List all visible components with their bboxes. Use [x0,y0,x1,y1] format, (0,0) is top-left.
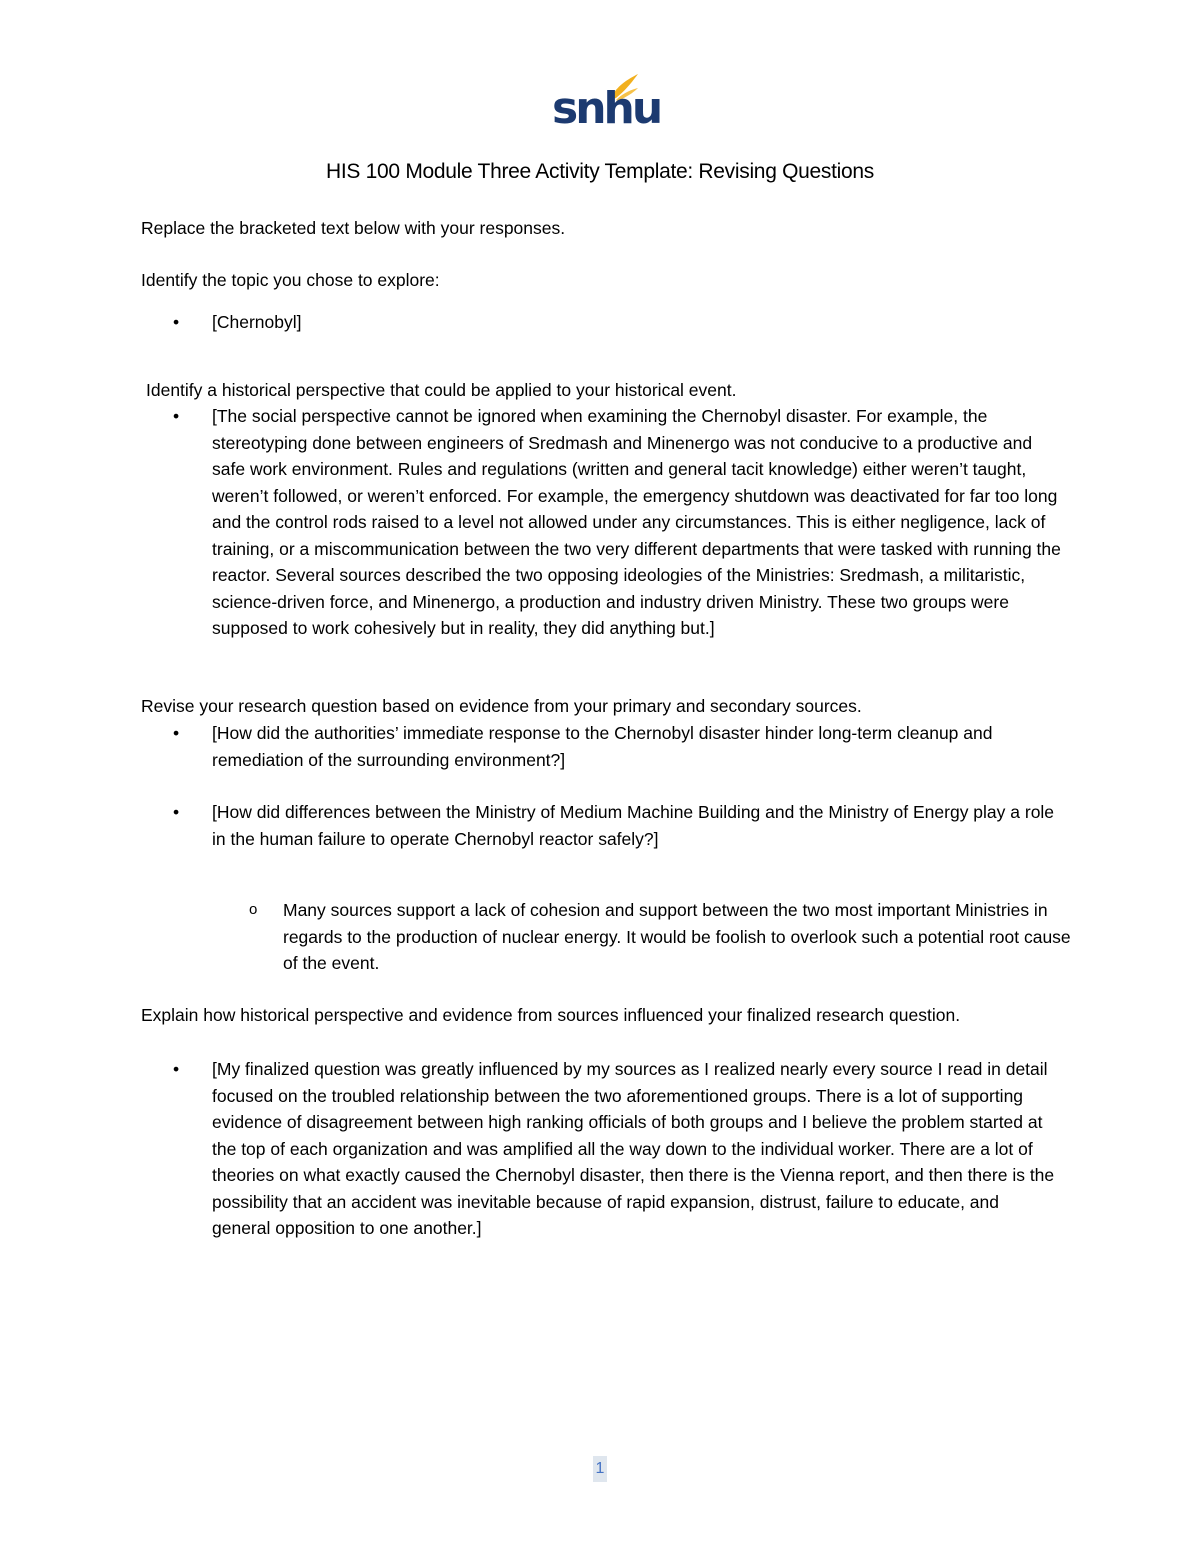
topic-answer: [Chernobyl] [212,312,302,332]
page-number: 1 [593,1456,607,1482]
document-title: HIS 100 Module Three Activity Template: Revising Questions [326,160,874,183]
revised-question-2: [How did differences between the Ministry of Medium Machine Building and the Ministry of Energy play a role in the human failure to operate Chernobyl reactor safely?] [212,802,1055,849]
revised-question-note: Many sources support a lack of cohesion and support between the two most important Ministries in regards to the production of nuclear energy. It would be foolish to overlook such a potential root cause of the event. [283,900,1071,973]
explain-prompt: Explain how historical perspective and evidence from sources influenced your finalized research question. [141,1005,961,1025]
logo-text: snhu [552,83,661,134]
bullet-icon: • [173,1059,180,1079]
circle-bullet-icon: o [249,901,258,918]
perspective-answer: [The social perspective cannot be ignored when examining the Chernobyl disaster. For example, the stereotyping done between engineers of Sredmash and Minenergo was not conducive to a productive and safe work environment. Rules and regulations (written and general tacit knowledge) either weren’t taught, weren’t followed, or weren’t enforced. For example, the emergency shutdown was deactivated for far too long and the control rods raised to a level not allowed under any circumstances. This is either negligence, lack of training, or a miscommunication between the two very different departments that were tasked with running the reactor. Several sources described the two opposing ideologies of the Ministries: Sredmash, a militaristic, science-driven force, and Minenergo, a production and industry driven Ministry. These two groups were supposed to work cohesively but in reality, they did anything but.] [212,406,1061,638]
instructions-text: Replace the bracketed text below with your responses. [141,218,566,238]
bullet-icon: • [173,723,180,743]
revise-prompt: Revise your research question based on evidence from your primary and secondary sources. [141,696,862,716]
bullet-icon: • [173,406,180,426]
explain-answer: [My finalized question was greatly influenced by my sources as I realized nearly every source I read in detail focused on the troubled relationship between the two aforementioned groups. There is a lot of supporting evidence of disagreement between high ranking officials of both groups and I believe the problem started at the top of each organization and was amplified all the way down to the individual worker. There are a lot of theories on what exactly caused the Chernobyl disaster, then there is the Vienna report, and then there is the possibility that an accident was inevitable because of rapid expansion, distrust, failure to educate, and general opposition to one another.] [212,1059,1055,1238]
bullet-icon: • [173,802,180,822]
bullet-icon: • [173,312,180,332]
snhu-logo [552,72,661,134]
topic-prompt: Identify the topic you chose to explore: [141,270,440,290]
perspective-prompt: Identify a historical perspective that could be applied to your historical event. [146,380,737,400]
revised-question-1: [How did the authorities’ immediate response to the Chernobyl disaster hinder long-term cleanup and remediation of the surrounding environment?] [212,723,993,770]
